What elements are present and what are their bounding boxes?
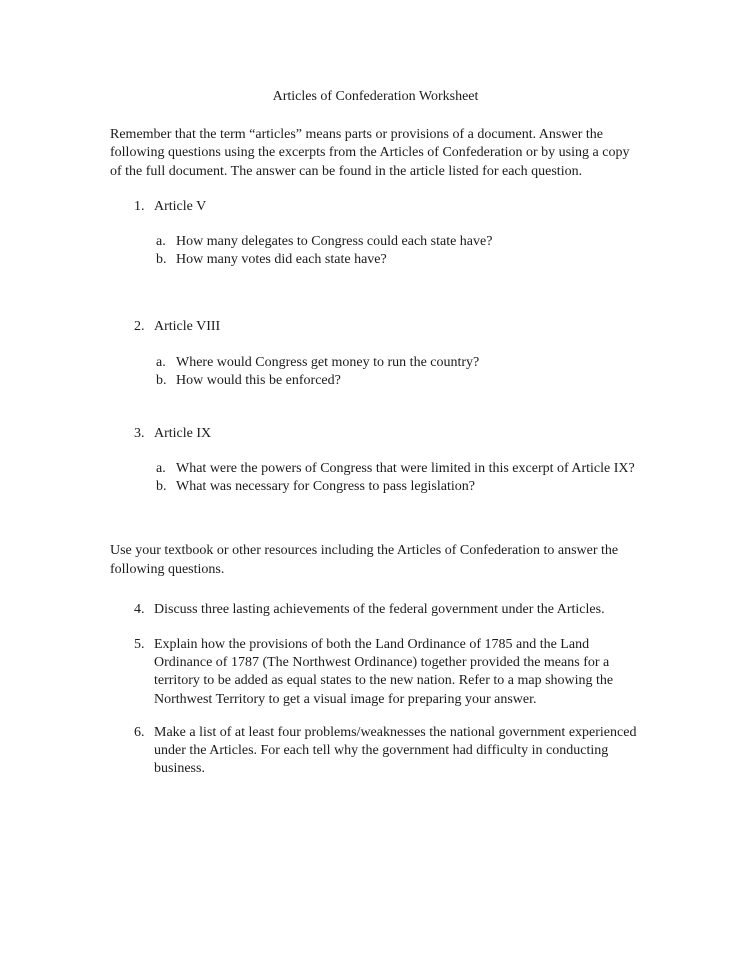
sub-question-1a-letter: a. bbox=[156, 233, 166, 249]
question-4-number: 4. bbox=[134, 601, 145, 617]
sub-question-2a-letter: a. bbox=[156, 354, 166, 370]
question-2-heading bbox=[110, 318, 641, 336]
question-5-line bbox=[110, 636, 641, 709]
question-2-number: 2. bbox=[134, 319, 145, 335]
document-title: Articles of Confederation Worksheet bbox=[272, 89, 479, 104]
sub-question-1b-letter: b. bbox=[156, 252, 167, 268]
sub-question-3b-letter: b. bbox=[156, 479, 167, 495]
question-5-text: Explain how the provisions of both the Land Ordinance of 1785 and the Land Ordinance of 1787 (The Northwest Ordinance) together provided the means for a territory to be added as equal states to the new nation. Refer to a map showing the Northwest Territory to get a visual image for preparing your answer. bbox=[154, 637, 614, 707]
sub-question-1a bbox=[110, 233, 641, 251]
sub-question-2a-text: Where would Congress get money to run the country? bbox=[176, 354, 480, 370]
sub-question-3a-letter: a. bbox=[156, 461, 166, 477]
question-3-heading bbox=[110, 425, 641, 443]
question-3-label: Article IX bbox=[154, 425, 212, 441]
sub-question-2a bbox=[110, 354, 641, 372]
question-6-number: 6. bbox=[134, 724, 145, 740]
sub-question-2b bbox=[110, 372, 641, 390]
question-5-number: 5. bbox=[134, 637, 145, 652]
question-6 bbox=[110, 724, 641, 779]
question-4-line bbox=[110, 601, 641, 619]
question-3-number: 3. bbox=[134, 425, 145, 441]
intro-paragraph: Remember that the term “articles” means parts or provisions of a document. Answer the following questions using the excerpts from the Articles of Confederation or by using a copy of the full document. The answer can be found in the article listed for each question. bbox=[110, 127, 630, 179]
sub-question-3b bbox=[110, 478, 641, 496]
question-2-subquestions bbox=[110, 354, 641, 390]
question-1-heading bbox=[110, 198, 641, 216]
sub-question-1a-text: How many delegates to Congress could each state have? bbox=[176, 233, 493, 249]
sub-question-2b-letter: b. bbox=[156, 372, 167, 388]
question-2-label: Article VIII bbox=[154, 319, 221, 335]
sub-question-2b-text: How would this be enforced? bbox=[176, 372, 341, 388]
question-1-label: Article V bbox=[154, 198, 207, 214]
sub-question-1b bbox=[110, 251, 641, 269]
question-5 bbox=[110, 636, 641, 709]
sub-question-1b-text: How many votes did each state have? bbox=[176, 252, 387, 268]
question-6-line bbox=[110, 724, 641, 779]
question-4-text: Discuss three lasting achievements of the federal government under the Articles. bbox=[154, 601, 605, 617]
question-2 bbox=[110, 318, 641, 390]
sub-question-3a bbox=[110, 460, 641, 478]
question-1-subquestions bbox=[110, 233, 641, 269]
sub-question-3b-text: What was necessary for Congress to pass legislation? bbox=[176, 479, 475, 495]
question-3 bbox=[110, 425, 641, 497]
sub-question-3a-text: What were the powers of Congress that were limited in this excerpt of Article IX? bbox=[176, 461, 635, 477]
question-3-subquestions bbox=[110, 460, 641, 496]
middle-paragraph: Use your textbook or other resources including the Articles of Confederation to answer the following questions. bbox=[110, 543, 619, 577]
question-4 bbox=[110, 601, 641, 619]
question-6-text: Make a list of at least four problems/weaknesses the national government experienced under the Articles. For each tell why the government had difficulty in conducting business. bbox=[154, 724, 637, 777]
question-1-number: 1. bbox=[134, 198, 145, 214]
question-1 bbox=[110, 198, 641, 270]
